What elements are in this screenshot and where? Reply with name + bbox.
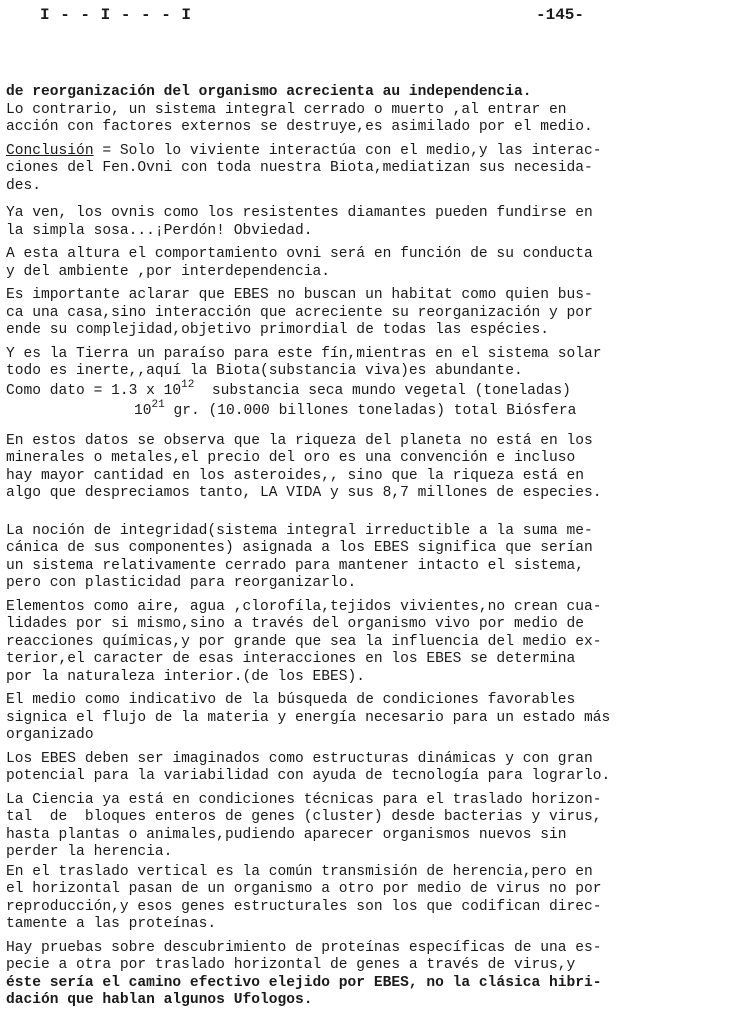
data-line-vegetal bbox=[6, 378, 736, 401]
paragraph bbox=[6, 346, 736, 381]
paragraph bbox=[6, 751, 736, 786]
paragraph bbox=[6, 599, 736, 687]
text-line: lidades por si mismo,sino a través del organismo vivo por medio de bbox=[6, 616, 585, 632]
exponent: 21 bbox=[151, 398, 165, 411]
paragraph bbox=[6, 246, 736, 281]
paragraph bbox=[6, 205, 736, 240]
text-line: perder la herencia. bbox=[6, 844, 173, 860]
text-line: ende su complejidad,objetivo primordial de todas las espécies. bbox=[6, 322, 549, 338]
paragraph bbox=[6, 433, 736, 503]
text-line: terior,el caracter de esas interacciones en los EBES se determina bbox=[6, 651, 576, 667]
text-line: En el traslado vertical es la común transmisión de herencia,pero en bbox=[6, 863, 593, 880]
text-line: ca una casa,sino interacción que acreciente su reorganización y por bbox=[6, 304, 593, 321]
text-line: A esta altura el comportamiento ovni será en función de su conducta bbox=[6, 246, 593, 262]
paragraph bbox=[6, 864, 736, 934]
text-span: 10 bbox=[134, 402, 152, 419]
conclusion-label: Conclusión bbox=[6, 142, 94, 159]
text-line: cánica de sus componentes) asignada a los EBES significa que serían bbox=[6, 540, 593, 556]
data-line-biosfera bbox=[6, 398, 736, 421]
text-line: un sistema relativamente cerrado para mantener intacto el sistema, bbox=[6, 557, 585, 574]
text-line: hay mayor cantidad en los asteroides,, sino que la riqueza está en bbox=[6, 467, 585, 484]
text-line: Lo contrario, un sistema integral cerrado o muerto ,al entrar en bbox=[6, 101, 567, 118]
text-line: Elementos como aire, agua ,clorofíla,tejidos vivientes,no crean cua- bbox=[6, 598, 602, 615]
text-line: pecie a otra por traslado horizontal de genes a través de virus,y bbox=[6, 957, 576, 973]
text-line: de reorganización del organismo acrecienta au independencia. bbox=[6, 84, 532, 100]
text-line: signica el flujo de la materia y energía necesario para un estado más bbox=[6, 709, 611, 726]
text-line: reproducción,y esos genes estructurales son los que codifican direc- bbox=[6, 898, 602, 915]
text-line: potencial para la variabilidad con ayuda de tecnología para lograrlo. bbox=[6, 768, 611, 784]
body-text bbox=[6, 84, 736, 1016]
text-span: = Solo lo viviente interactúa con el medio,y las interac- bbox=[93, 142, 602, 159]
text-span: gr. (10.000 billones toneladas) total Biósfera bbox=[164, 402, 577, 419]
text-line: Y es la Tierra un paraíso para este fín,mientras en el sistema solar bbox=[6, 345, 602, 362]
text-line: y del ambiente ,por interdependencia. bbox=[6, 263, 331, 280]
text-line: algo que despreciamos tanto, LA VIDA y sus 8,7 millones de especies. bbox=[6, 485, 602, 501]
text-span: Como dato = 1.3 x 10 bbox=[6, 382, 182, 399]
text-line: Ya ven, los ovnis como los resistentes diamantes pueden fundirse en bbox=[6, 205, 593, 221]
text-line: hasta plantas o animales,pudiendo aparecer organismos nuevos sin bbox=[6, 826, 567, 843]
text-line: La noción de integridad(sistema integral irreductible a la suma me- bbox=[6, 522, 593, 539]
text-line: La Ciencia ya está en condiciones técnicas para el traslado horizon- bbox=[6, 791, 602, 808]
text-line: la simpla sosa...¡Perdón! Obviedad. bbox=[6, 222, 313, 239]
paragraph-conclusion bbox=[6, 143, 736, 196]
text-line: Hay pruebas sobre descubrimiento de proteínas específicas de una es- bbox=[6, 939, 602, 956]
paragraph bbox=[6, 523, 736, 593]
paragraph bbox=[6, 940, 736, 1010]
text-line: El medio como indicativo de la búsqueda de condiciones favorables bbox=[6, 692, 576, 708]
text-line: acción con factores externos se destruye,es asimilado por el medio. bbox=[6, 119, 593, 135]
text-line: En estos datos se observa que la riqueza del planeta no está en los bbox=[6, 432, 593, 449]
text-line: tal de bloques enteros de genes (cluster) desde bacterias y virus, bbox=[6, 809, 602, 825]
text-line: reacciones químicas,y por grande que sea la influencia del medio ex- bbox=[6, 633, 602, 650]
text-line: Los EBES deben ser imaginados como estructuras dinámicas y con gran bbox=[6, 750, 593, 767]
paragraph bbox=[6, 287, 736, 340]
text-line: pero con plasticidad para reorganizarlo. bbox=[6, 575, 357, 591]
text-line: des. bbox=[6, 177, 42, 194]
paragraph bbox=[6, 792, 736, 862]
text-line: minerales o metales,el precio del oro es una convención e incluso bbox=[6, 450, 576, 466]
text-line: ciones del Fen.Ovni con toda nuestra Biota,mediatizan sus necesida- bbox=[6, 160, 593, 176]
text-span: substancia seca mundo vegetal (toneladas) bbox=[194, 382, 571, 399]
exponent: 12 bbox=[181, 378, 195, 391]
text-line: el horizontal pasan de un organismo a otro por medio de virus no por bbox=[6, 881, 602, 897]
paragraph bbox=[6, 692, 736, 745]
text-line-bold: dación que hablan algunos Ufologos. bbox=[6, 992, 313, 1008]
text-line: organizado bbox=[6, 727, 94, 743]
text-line bbox=[6, 143, 736, 161]
text-line-bold: éste sería el camino efectivo elejido por EBES, no la clásica hibri- bbox=[6, 974, 602, 991]
text-line: Es importante aclarar que EBES no buscan un habitat como quien bus- bbox=[6, 287, 593, 303]
header-section-marker: I - - I - - - I bbox=[40, 6, 192, 24]
text-line: todo es inerte,,aquí la Biota(substancia viva)es abundante. bbox=[6, 363, 523, 379]
paragraph bbox=[6, 84, 736, 137]
page-number: -145- bbox=[536, 6, 585, 24]
text-line: por la naturaleza interior.(de los EBES). bbox=[6, 668, 366, 685]
text-line: tamente a las proteínas. bbox=[6, 916, 217, 932]
